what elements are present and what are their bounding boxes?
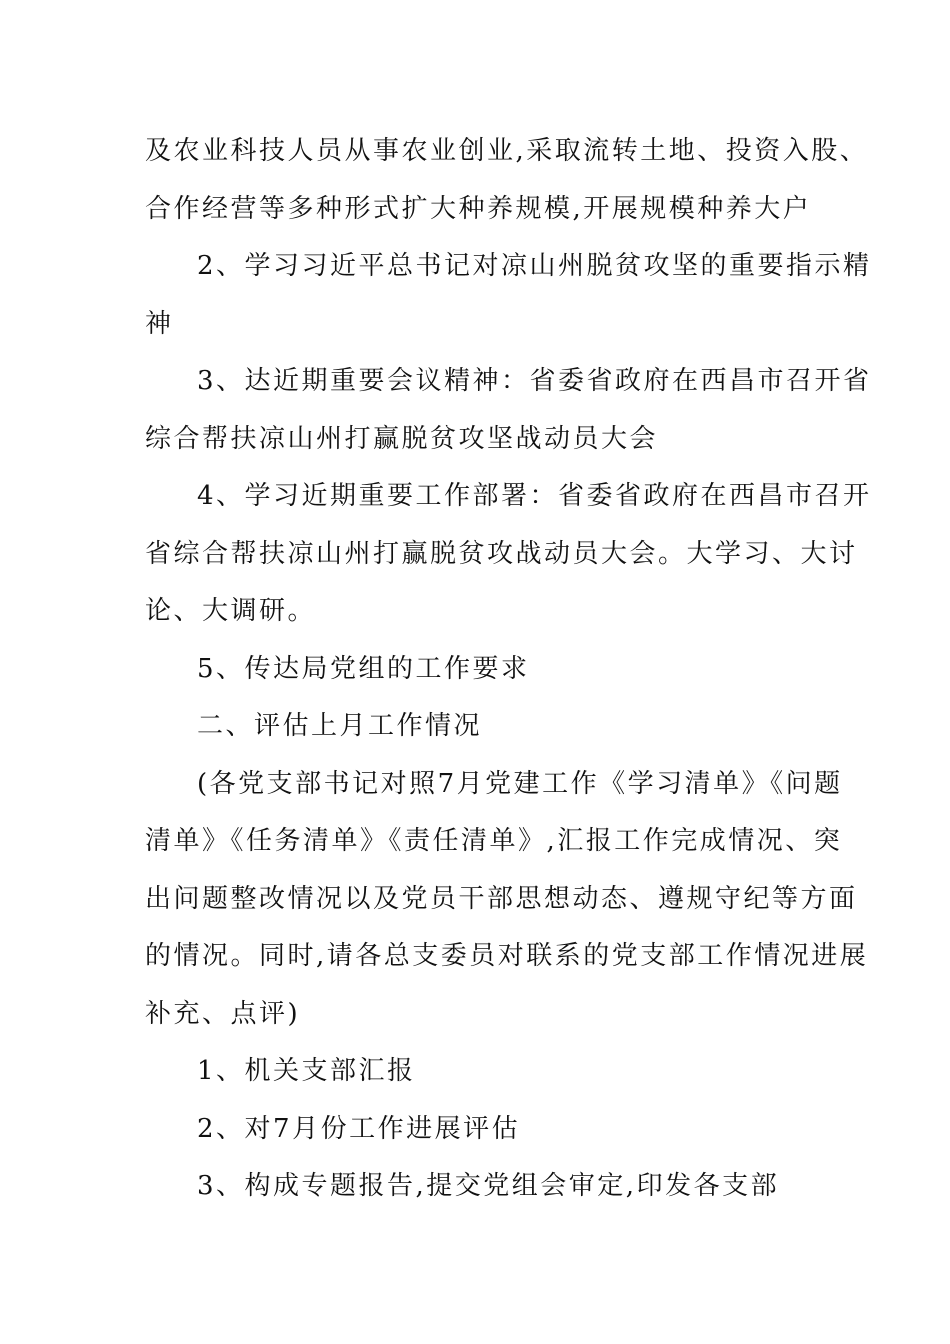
section-heading: 二、评估上月工作情况: [197, 711, 483, 741]
text-line: 省综合帮扶凉山州打赢脱贫攻战动员大会。大学习、大讨: [145, 538, 858, 569]
list-item-5: 5、传达局党组的工作要求: [197, 653, 530, 684]
list-item-2: 2、对7月份工作进展评估: [197, 1113, 521, 1144]
text-line: 清单》《任务清单》《责任清单》,汇报工作完成情况、突: [145, 826, 843, 856]
text-line: 合作经营等多种形式扩大种养规模,开展规模种养大户: [145, 193, 812, 224]
list-item-1: 1、机关支部汇报: [197, 1056, 416, 1086]
text-line: 神: [145, 308, 174, 339]
list-item-2: 2、学习习近平总书记对凉山州脱贫攻坚的重要指示精: [197, 251, 872, 281]
list-item-3: 3、达近期重要会议精神：省委省政府在西昌市召开省: [197, 366, 872, 396]
text-line: 的情况。同时,请各总支委员对联系的党支部工作情况进展: [145, 941, 869, 971]
text-line: 论、大调研。: [145, 596, 317, 626]
text-line: 及农业科技人员从事农业创业,采取流转土地、投资入股、: [145, 136, 869, 166]
list-item-3: 3、构成专题报告,提交党组会审定,印发各支部: [197, 1171, 780, 1201]
text-line: 出问题整改情况以及党员干部思想动态、遵规守纪等方面: [145, 883, 858, 914]
paragraph-start: (各党支部书记对照7月党建工作《学习清单》《问题: [197, 768, 843, 799]
list-item-4: 4、学习近期重要工作部署：省委省政府在西昌市召开: [197, 481, 872, 511]
text-line: 补充、点评): [145, 998, 301, 1029]
document-body: [145, 123, 872, 1216]
text-line: 综合帮扶凉山州打赢脱贫攻坚战动员大会: [145, 423, 659, 454]
